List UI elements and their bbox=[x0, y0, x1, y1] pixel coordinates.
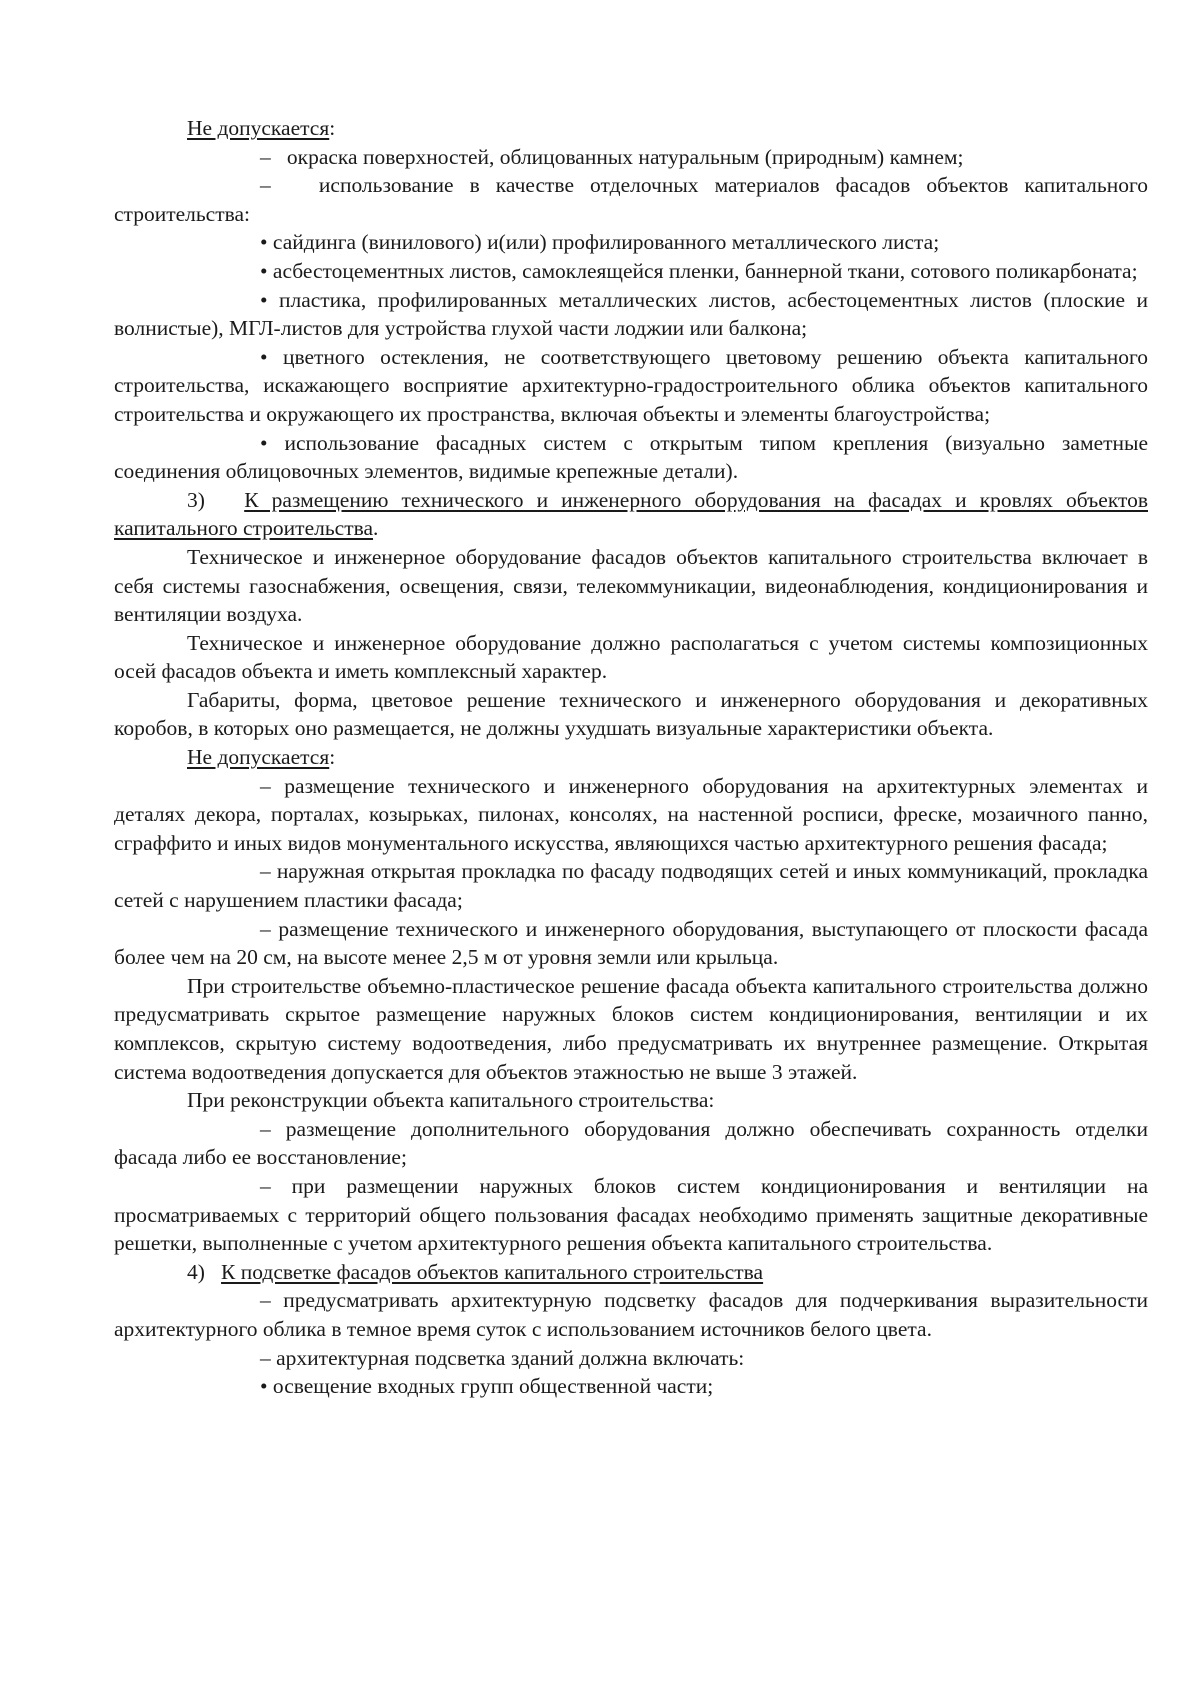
paragraph: При реконструкции объекта капитального строительства: bbox=[187, 1088, 715, 1113]
paragraph: Техническое и инженерное оборудование должно располагаться с учетом системы композиционных осей фасадов объекта и иметь комплексный характер. bbox=[114, 630, 1148, 684]
dash-item: – размещение дополнительного оборудования должно обеспечивать сохранность отделки фасада либо ее восстановление; bbox=[114, 1116, 1148, 1170]
bullet-item: • цветного остекления, не соответствующего цветовому решению объекта капитального строительства, искажающего восприятие архитектурно-градостроительного облика объектов капитального строительства и окружающего их пространства, включая объекты и элементы благоустройства; bbox=[114, 344, 1148, 426]
paragraph: Техническое и инженерное оборудование фасадов объектов капитального строительства включает в себя системы газоснабжения, освещения, связи, телекоммуникации, видеонаблюдения, кондиционирования и вентиляции воздуха. bbox=[114, 544, 1148, 627]
bullet-item: • сайдинга (винилового) и(или) профилированного металлического листа; bbox=[260, 230, 940, 255]
bullet-item: • асбестоцементных листов, самоклеящейся пленки, баннерной ткани, сотового поликарбоната; bbox=[260, 258, 1138, 283]
bullet-item: • освещение входных групп общественной части; bbox=[260, 1374, 714, 1399]
paragraph: При строительстве объемно-пластическое решение фасада объекта капитального строительства должно предусматривать скрытое размещение наружных блоков систем кондиционирования, вентиляции и их комплексов, скрытую систему водоотведения, либо предусматривать их внутреннее размещение. Открытая система водоотведения допускается для объектов этажностью не выше 3 этажей. bbox=[114, 973, 1148, 1084]
document-page bbox=[114, 114, 1148, 1401]
section-heading-4: 4) К подсветке фасадов объектов капитального строительства bbox=[187, 1259, 764, 1284]
dash-item: – размещение технического и инженерного оборудования, выступающего от плоскости фасада более чем на 20 см, на высоте менее 2,5 м от уровня земли или крыльца. bbox=[114, 916, 1148, 970]
dash-item: – при размещении наружных блоков систем кондиционирования и вентиляции на просматриваемых с территорий общего пользования фасадах необходимо применять защитные декоративные решетки, выполненные с учетом архитектурного решения объекта капитального строительства. bbox=[114, 1173, 1149, 1256]
dash-item: – архитектурная подсветка зданий должна включать: bbox=[260, 1345, 745, 1370]
section-heading-3: 3) К размещению технического и инженерного оборудования на фасадах и кровлях объектов капитального строительства. bbox=[114, 487, 1148, 541]
dash-item: – использование в качестве отделочных материалов фасадов объектов капитального строительства: bbox=[114, 173, 1148, 226]
dash-item: – предусматривать архитектурную подсветку фасадов для подчеркивания выразительности архитектурного облика в темное время суток с использованием источников белого цвета. bbox=[114, 1288, 1148, 1341]
dash-item: – окраска поверхностей, облицованных натуральным (природным) камнем; bbox=[260, 144, 964, 169]
bullet-item: • пластика, профилированных металлических листов, асбестоцементных листов (плоские и волнистые), МГЛ-листов для устройства глухой части лоджии или балкона; bbox=[114, 287, 1148, 341]
dash-item: – наружная открытая прокладка по фасаду подводящих сетей и иных коммуникаций, прокладка сетей с нарушением пластики фасада; bbox=[114, 859, 1148, 913]
paragraph: Габариты, форма, цветовое решение технического и инженерного оборудования и декоративных коробов, в которых оно размещается, не должны ухудшать визуальные характеристики объекта. bbox=[114, 687, 1148, 741]
heading-not-allowed-2: Не допускается: bbox=[187, 745, 336, 770]
dash-item: – размещение технического и инженерного оборудования на архитектурных элементах и деталях декора, порталах, козырьках, пилонах, консолях, на настенной росписи, фреске, мозаичного панно, сграффито и иных видов монументального искусства, являющихся частью архитектурного решения фасада; bbox=[114, 773, 1148, 855]
heading-not-allowed-1: Не допускается: bbox=[187, 116, 336, 140]
bullet-item: • использование фасадных систем с открытым типом крепления (визуально заметные соединения облицовочных элементов, видимые крепежные детали). bbox=[114, 430, 1149, 484]
